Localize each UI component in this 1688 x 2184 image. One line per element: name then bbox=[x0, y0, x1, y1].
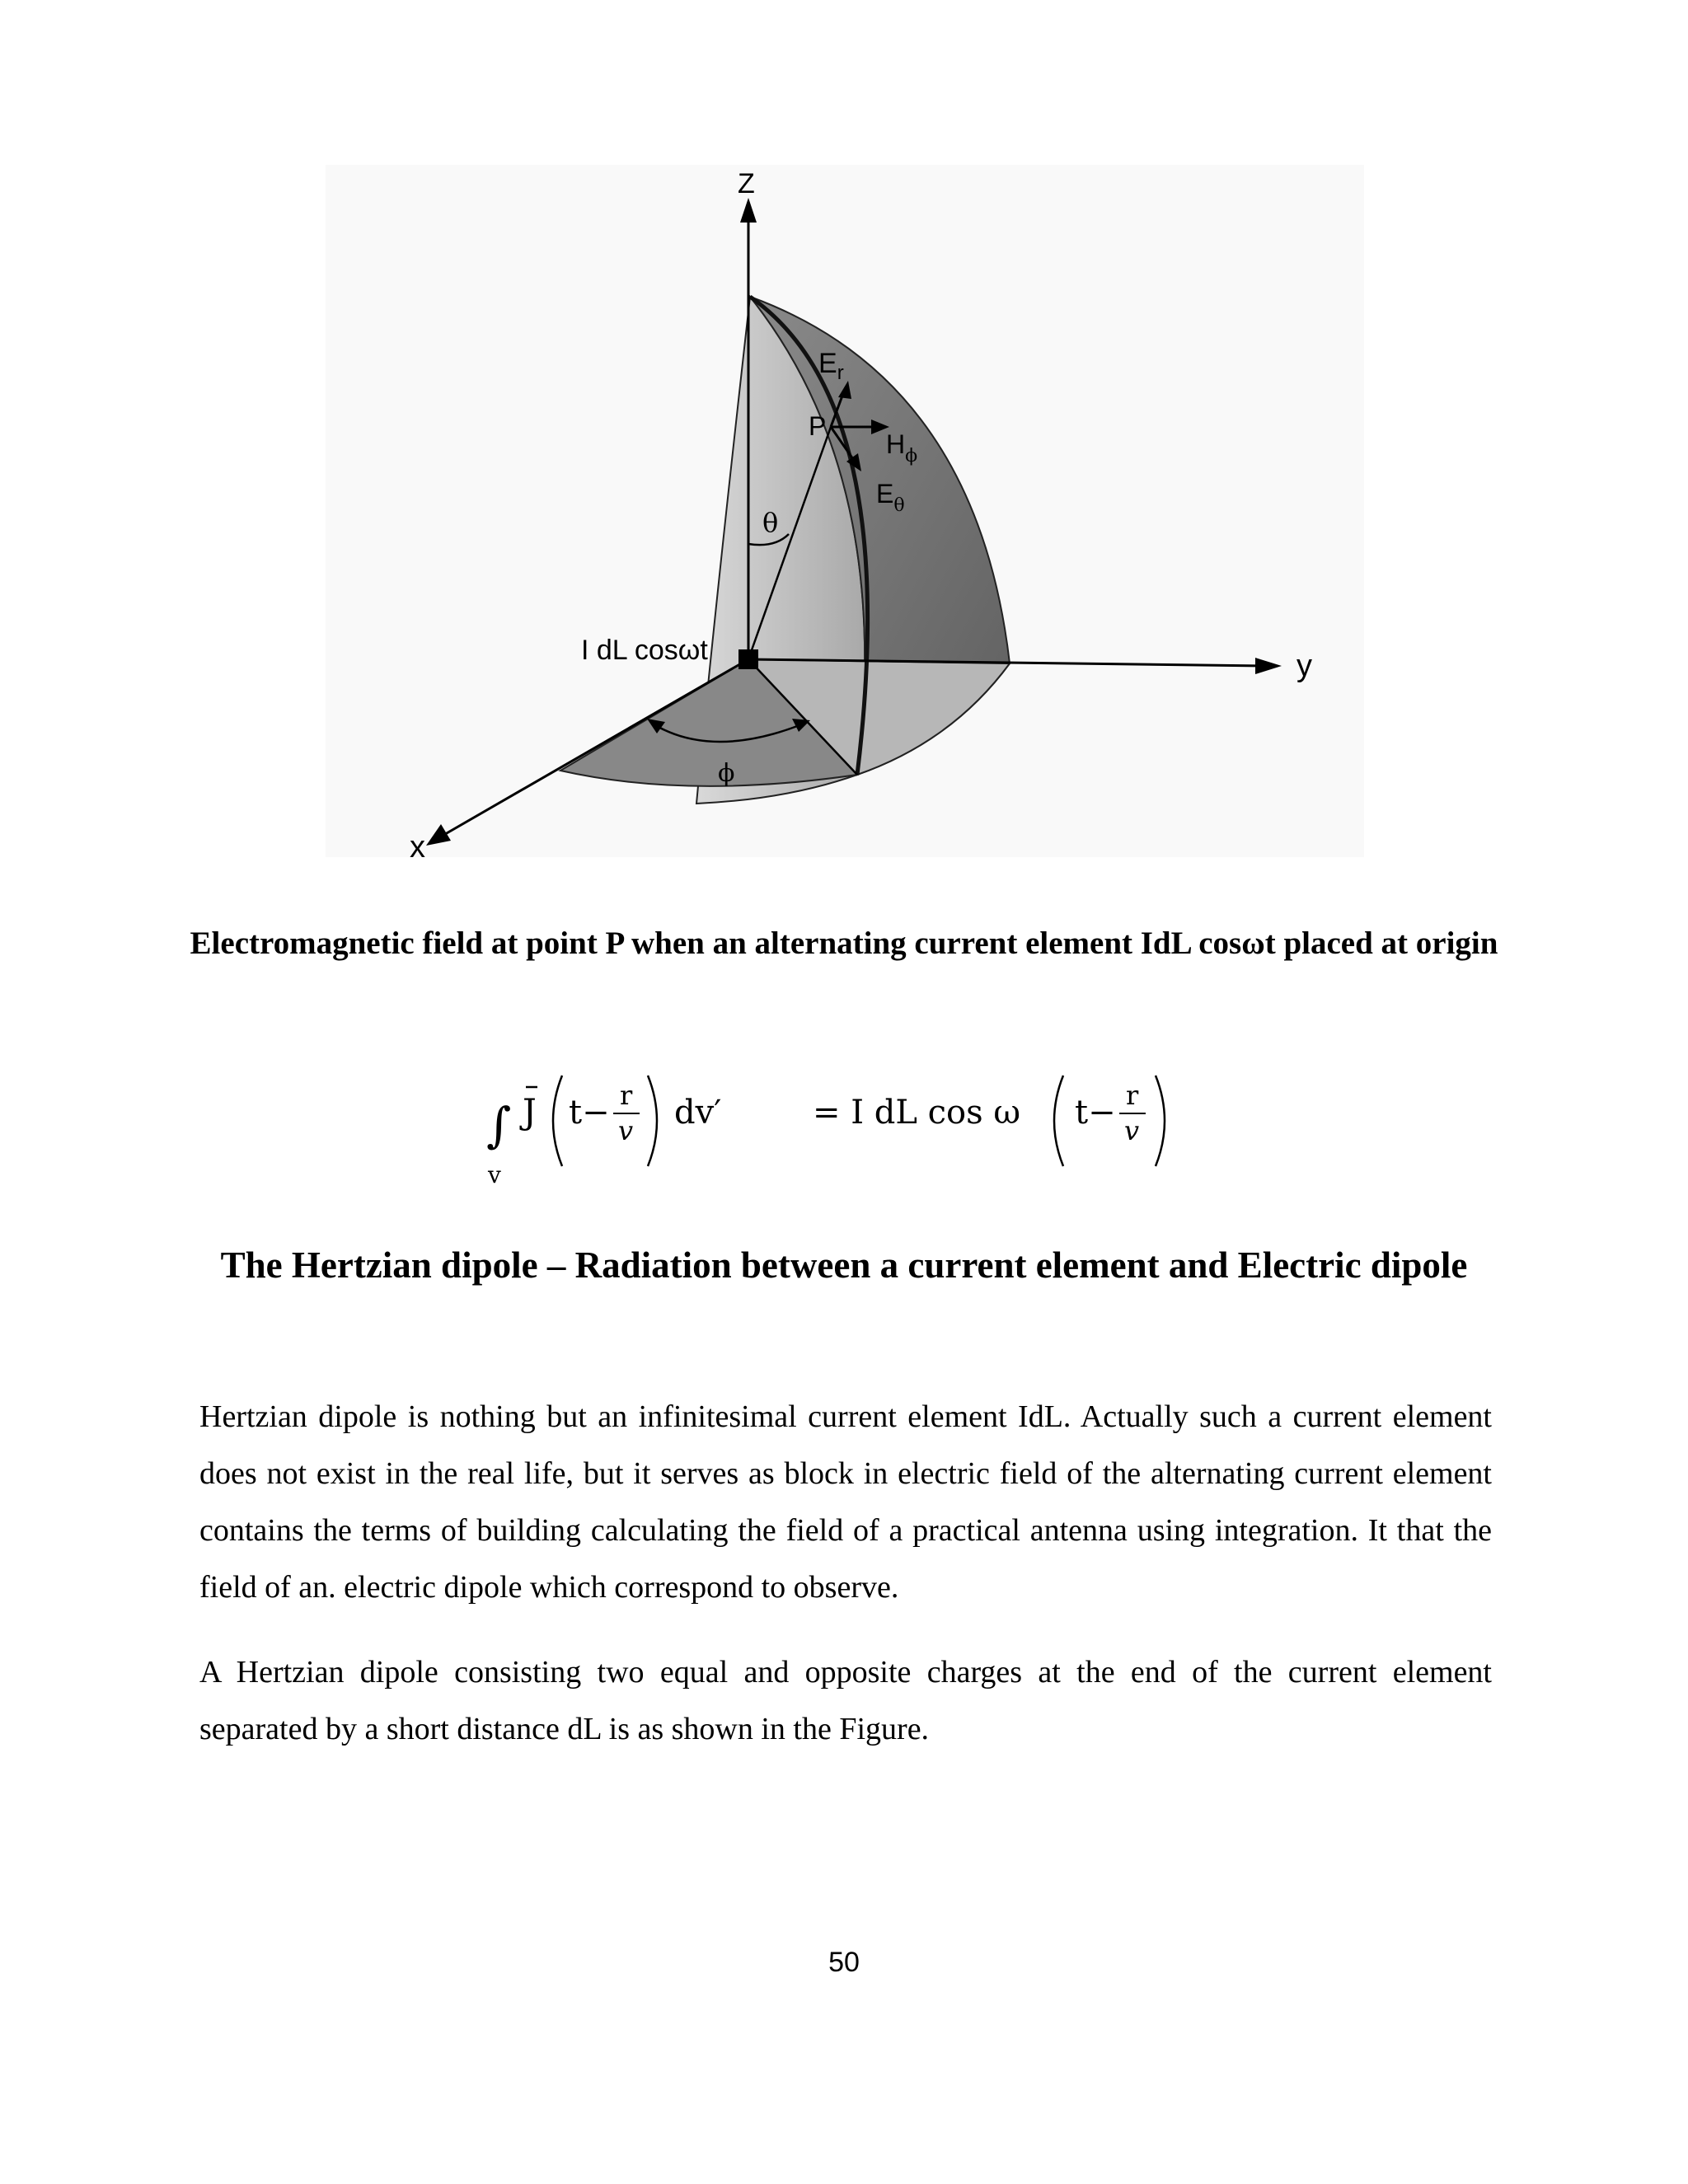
x-axis-label: x bbox=[410, 830, 425, 865]
right-paren-2 bbox=[1156, 1076, 1165, 1166]
dv-prime: dv′ bbox=[674, 1094, 722, 1132]
t-minus-2: t− bbox=[1075, 1094, 1116, 1132]
v-denominator-2: v bbox=[1124, 1115, 1140, 1146]
page-number: 50 bbox=[828, 1947, 860, 1978]
j-vector: J bbox=[523, 1091, 537, 1132]
integral-limit: v bbox=[488, 1161, 501, 1188]
er-label: $E_r$ bbox=[818, 348, 844, 384]
y-axis-label: y bbox=[1296, 649, 1312, 683]
left-paren-2 bbox=[1054, 1076, 1063, 1166]
right-paren-1 bbox=[648, 1076, 657, 1166]
r-numerator-1: r bbox=[620, 1080, 633, 1111]
etheta-label: $E_\theta$ bbox=[876, 479, 905, 516]
current-element-label: I dL cosωt bbox=[581, 635, 708, 666]
theta-label: θ bbox=[762, 507, 779, 538]
section-heading: The Hertzian dipole – Radiation between a current element and Electric dipole bbox=[220, 1244, 1468, 1286]
v-denominator-1: v bbox=[618, 1115, 634, 1146]
equation bbox=[486, 1059, 1212, 1199]
integral-sign: ∫ bbox=[486, 1097, 512, 1153]
equation-rhs: = I dL cos ω bbox=[813, 1094, 1020, 1132]
phi-label: ϕ bbox=[718, 759, 735, 788]
t-minus-1: t− bbox=[569, 1094, 610, 1132]
figure-caption: Electromagnetic field at point P when an alternating current element IdL cosωt placed at origin bbox=[190, 926, 1498, 961]
paragraph-2: A Hertzian dipole consisting two equal and opposite charges at the end of the current element separated by a short distance dL is as shown in the Figure. bbox=[199, 1655, 1492, 1746]
em-field-figure bbox=[326, 165, 1364, 874]
hphi-label: $H_\phi$ bbox=[886, 429, 918, 466]
paragraph-1: Hertzian dipole is nothing but an infinitesimal current element IdL. Actually such a current element does not exist in the real life, but it serves as block in electric field of the alternating current element contains the terms of building calculating the field of a practical antenna using integration. It that the field of an. electric dipole which correspond to observe. bbox=[199, 1399, 1492, 1605]
z-axis-label: Z bbox=[738, 168, 755, 199]
dipole-diagram bbox=[326, 165, 1364, 874]
equation-graphic bbox=[486, 1059, 1212, 1199]
point-p-label: P bbox=[809, 411, 827, 441]
current-element-marker bbox=[738, 649, 758, 669]
left-paren-1 bbox=[553, 1076, 562, 1166]
r-numerator-2: r bbox=[1126, 1080, 1139, 1111]
